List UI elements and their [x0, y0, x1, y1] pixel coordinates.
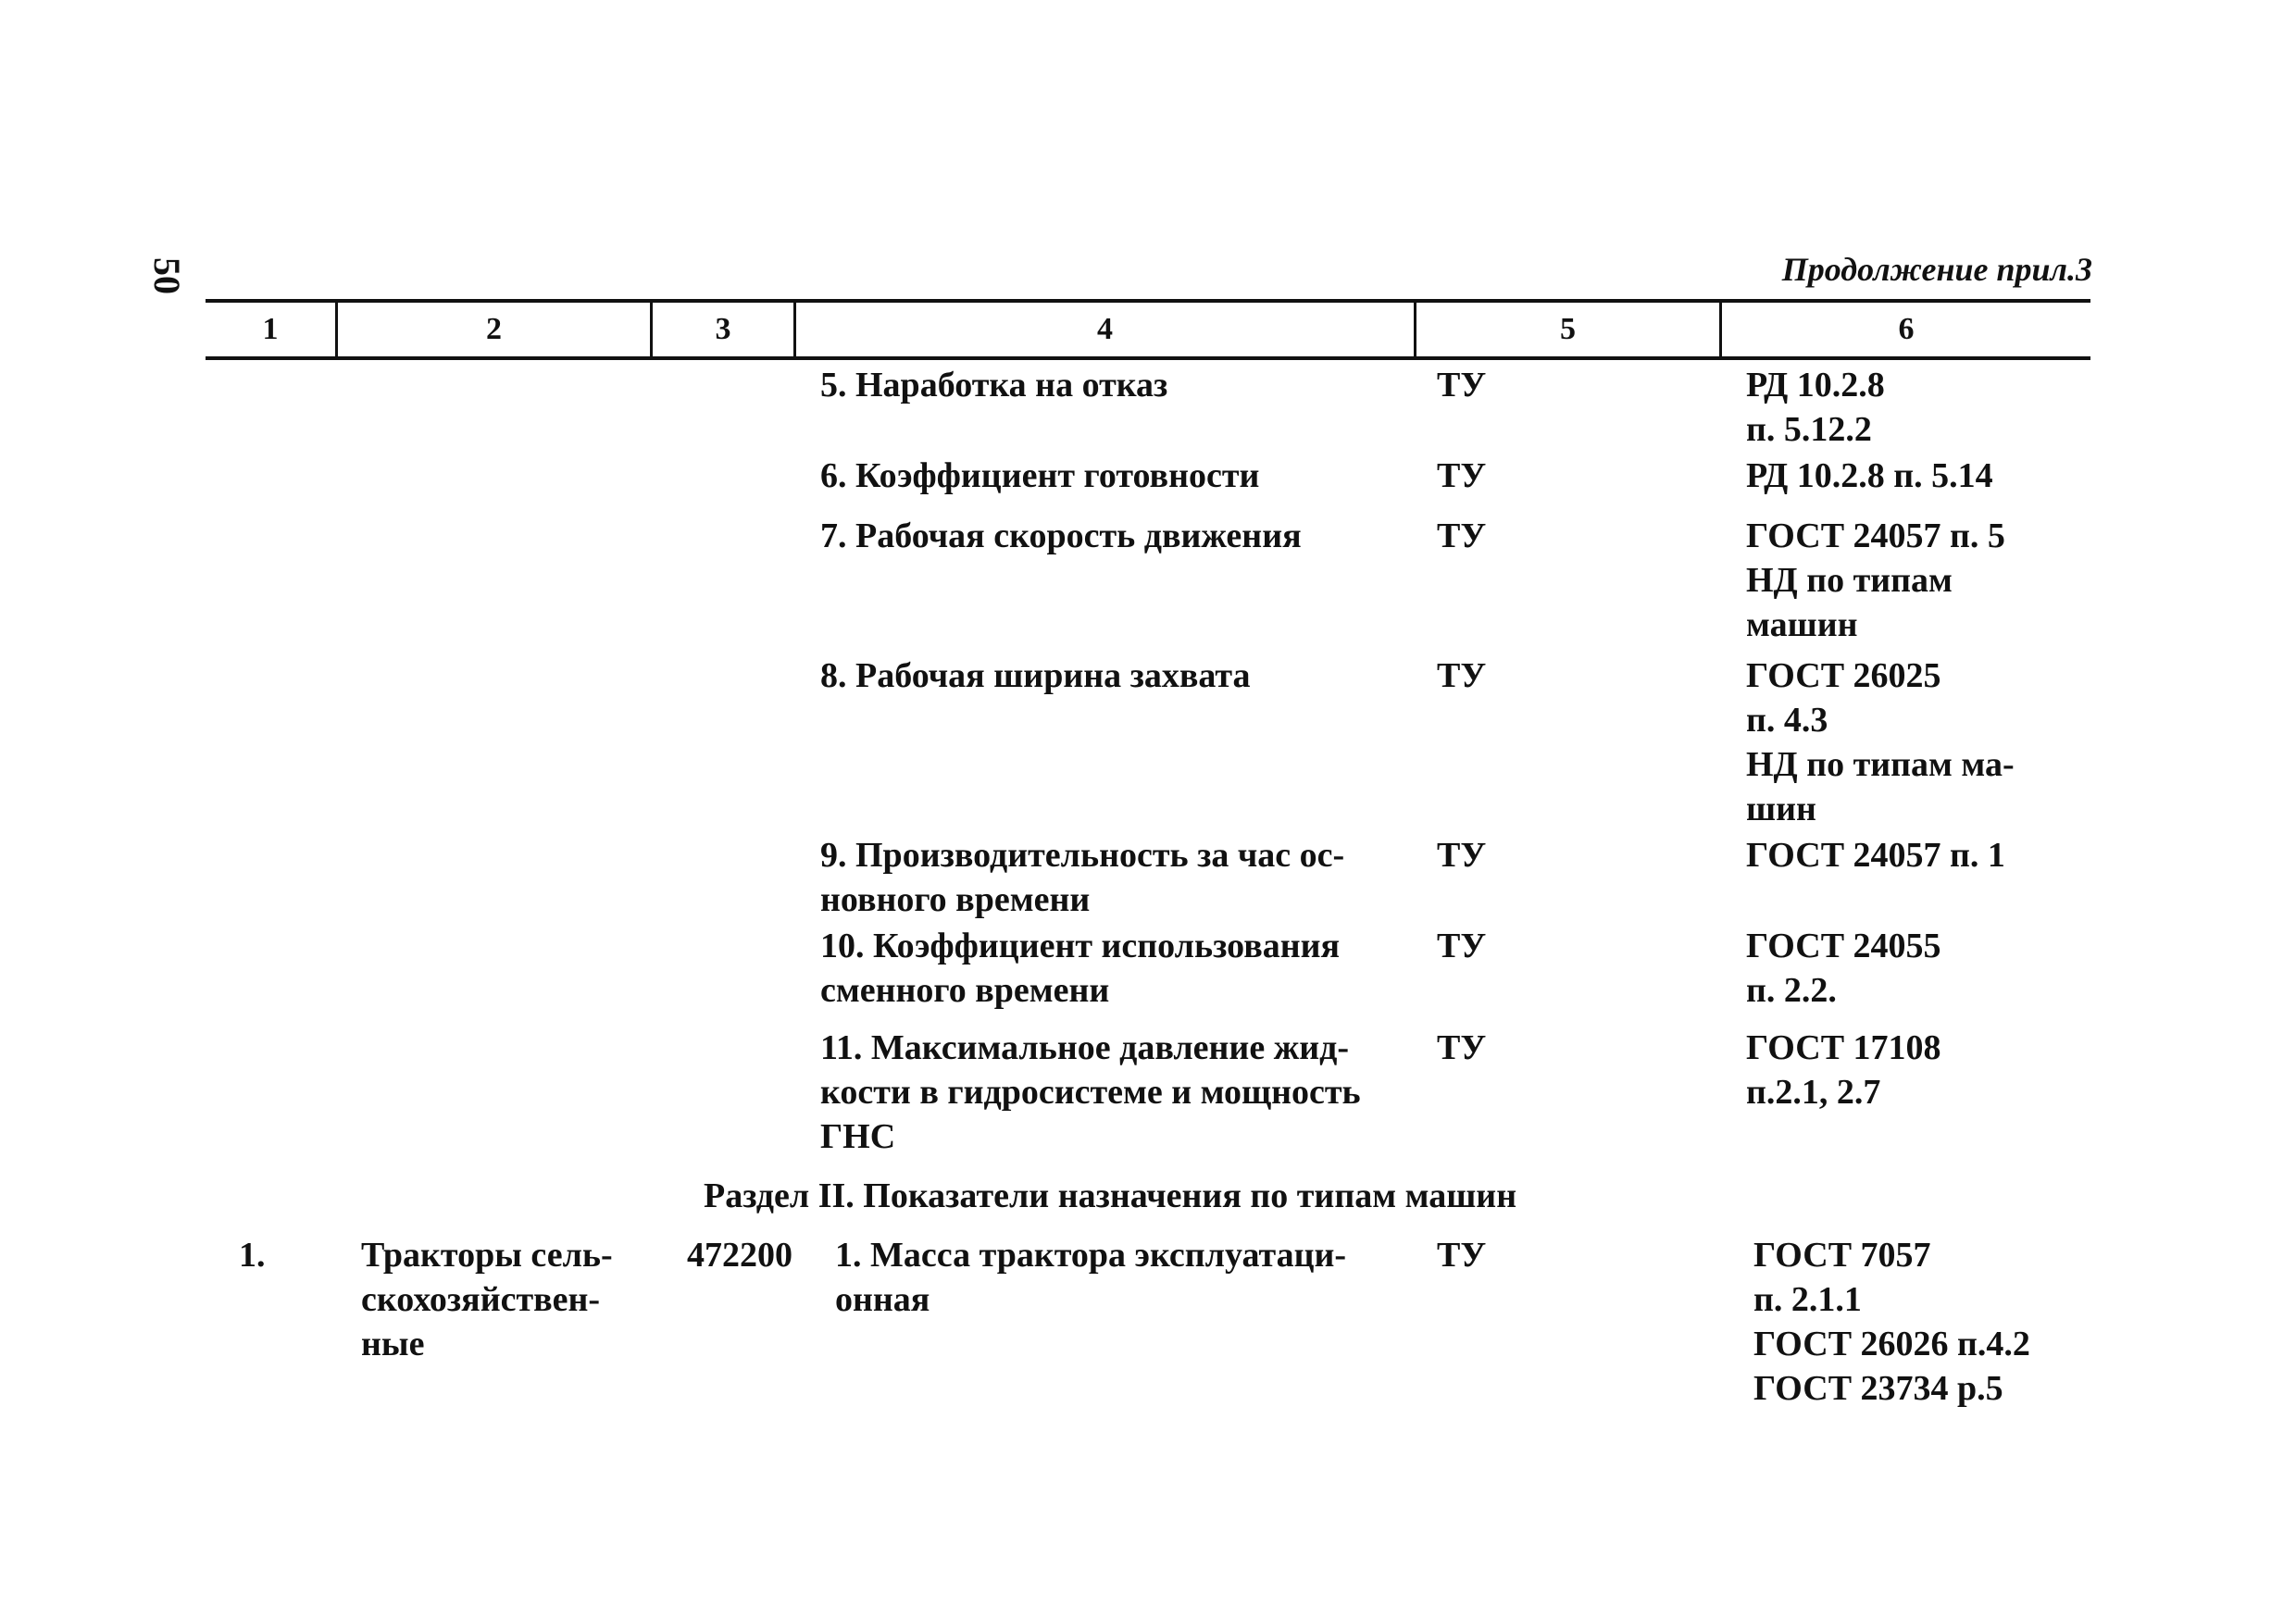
page-number: 50 [146, 257, 188, 294]
method-cell: ТУ [1437, 1028, 1487, 1067]
reference-cell: ГОСТ 17108 п.2.1, 2.7 [1746, 1028, 1941, 1112]
header-col-2: 2 [335, 303, 650, 356]
method-cell: ТУ [1437, 456, 1487, 495]
reference-cell: РД 10.2.8 п. 5.12.2 [1746, 366, 1885, 449]
table-header [206, 299, 2090, 360]
header-col-4: 4 [793, 303, 1414, 356]
indicator-cell: 8. Рабочая ширина захвата [820, 656, 1251, 695]
reference-cell: РД 10.2.8 п. 5.14 [1746, 456, 1993, 495]
section-title: Раздел II. Показатели назначения по типам машин [704, 1176, 1517, 1215]
reference-cell: ГОСТ 7057 п. 2.1.1 ГОСТ 26026 п.4.2 ГОСТ 23734 р.5 [1753, 1236, 2030, 1408]
number-cell: 1. [239, 1236, 266, 1275]
header-col-1: 1 [262, 312, 279, 346]
method-cell: ТУ [1437, 517, 1487, 555]
reference-cell: ГОСТ 26025 п. 4.3 НД по типам ма- шин [1746, 656, 2015, 828]
method-cell: ТУ [1437, 366, 1487, 404]
indicator-cell: 10. Коэффициент использования сменного времени [820, 927, 1341, 1010]
indicator-cell: 7. Рабочая скорость движения [820, 517, 1302, 555]
continuation-label: Продолжение прил.3 [1781, 251, 2092, 288]
reference-cell: ГОСТ 24057 п. 1 [1746, 836, 2005, 875]
code-cell: 472200 [687, 1236, 792, 1275]
method-cell: ТУ [1437, 1236, 1487, 1275]
machine-type-cell: Тракторы сель- скохозяйствен- ные [361, 1236, 613, 1363]
indicator-cell: 6. Коэффициент готовности [820, 456, 1260, 495]
indicator-cell: 1. Масса трактора эксплуатаци- онная [835, 1236, 1347, 1319]
method-cell: ТУ [1437, 836, 1487, 875]
indicator-cell: 9. Производительность за час ос- новного времени [820, 836, 1345, 919]
method-cell: ТУ [1437, 927, 1487, 965]
indicator-cell: 11. Максимальное давление жид- кости в гидросистеме и мощность ГНС [820, 1028, 1361, 1156]
reference-cell: ГОСТ 24055 п. 2.2. [1746, 927, 1941, 1010]
method-cell: ТУ [1437, 656, 1487, 695]
indicator-cell: 5. Наработка на отказ [820, 366, 1168, 404]
reference-cell: ГОСТ 24057 п. 5 НД по типам машин [1746, 517, 2005, 644]
header-col-3: 3 [650, 303, 793, 356]
header-col-6: 6 [1719, 303, 2090, 356]
header-col-5: 5 [1414, 303, 1719, 356]
